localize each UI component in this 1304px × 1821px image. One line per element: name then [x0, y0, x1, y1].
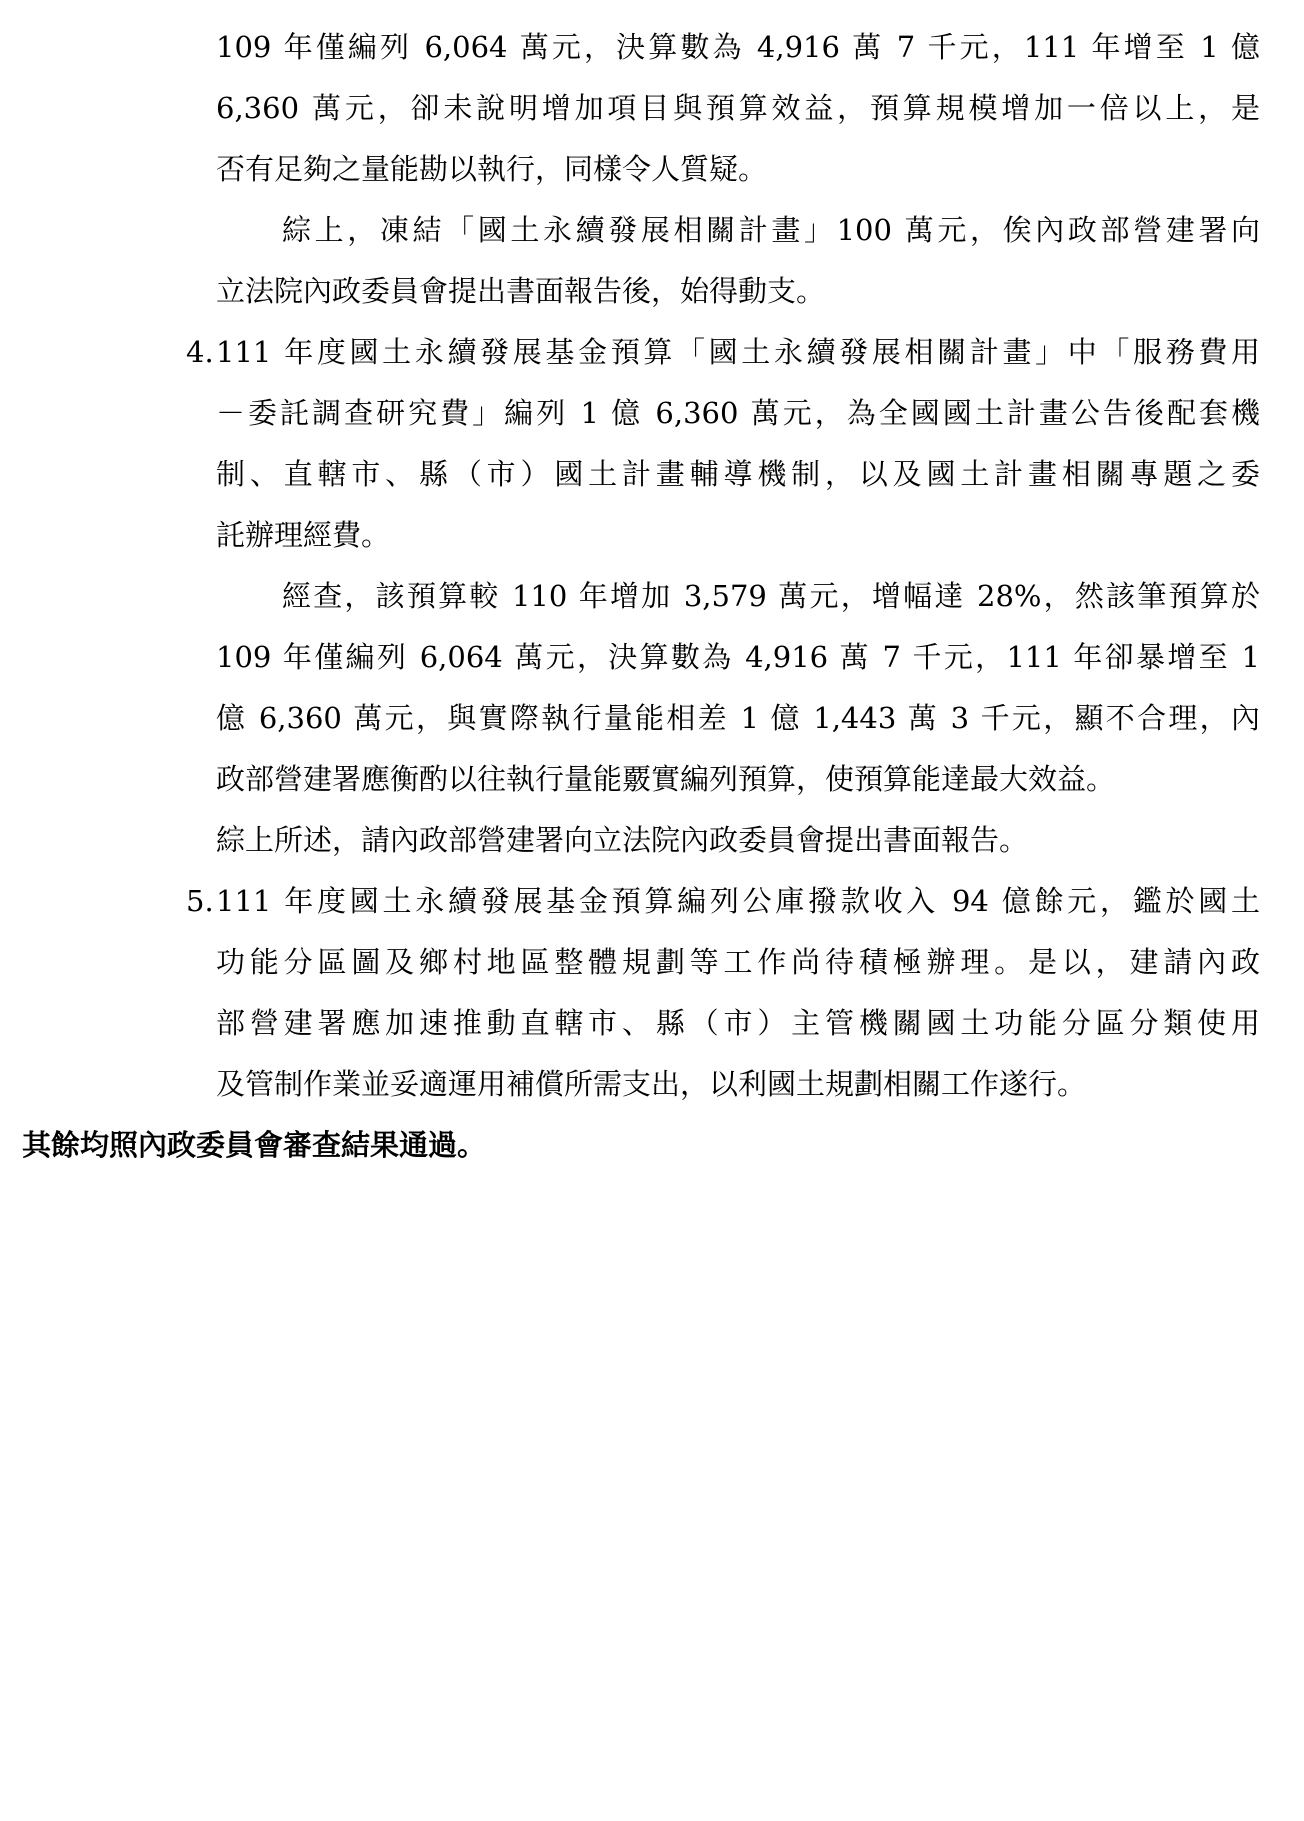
item4-line-1: 111 年度國土永續發展基金預算「國土永續發展相關計畫」中「服務費用	[216, 335, 1260, 369]
item4-line-3: 制、直轄市、縣（市）國土計畫輔導機制，以及國土計畫相關專題之委	[216, 457, 1260, 491]
section3-conclusion-line-1: 綜上，凍結「國土永續發展相關計畫」100 萬元，俟內政部營建署向	[282, 213, 1260, 247]
item5-line-2: 功能分區圖及鄉村地區整體規劃等工作尚待積極辦理。是以，建請內政	[216, 945, 1260, 979]
item4-review-line-4: 政部營建署應衡酌以往執行量能覈實編列預算，使預算能達最大效益。	[216, 762, 1116, 796]
item4-line-2: －委託調查研究費」編列 1 億 6,360 萬元，為全國國土計畫公告後配套機	[216, 396, 1260, 430]
item4-review-line-1: 經查，該預算較 110 年增加 3,579 萬元，增幅達 28%，然該筆預算於	[282, 579, 1260, 613]
item5-number: 5.	[186, 884, 214, 918]
section3-conclusion-line-2: 立法院內政委員會提出書面報告後，始得動支。	[216, 274, 826, 308]
item4-number: 4.	[186, 335, 214, 369]
item4-line-4: 託辦理經費。	[216, 518, 391, 552]
item5-line-3: 部營建署應加速推動直轄市、縣（市）主管機關國土功能分區分類使用	[216, 1006, 1260, 1040]
section3-line-1: 109 年僅編列 6,064 萬元，決算數為 4,916 萬 7 千元，111 年增至 1 億	[216, 30, 1260, 64]
item4-summary: 綜上所述，請內政部營建署向立法院內政委員會提出書面報告。	[216, 823, 1029, 857]
item5-line-4: 及管制作業並妥適運用補償所需支出，以利國土規劃相關工作遂行。	[216, 1067, 1087, 1101]
item5-line-1: 111 年度國土永續發展基金預算編列公庫撥款收入 94 億餘元，鑑於國土	[216, 884, 1260, 918]
section3-line-2: 6,360 萬元，卻未說明增加項目與預算效益，預算規模增加一倍以上，是	[216, 91, 1260, 125]
item4-review-line-2: 109 年僅編列 6,064 萬元，決算數為 4,916 萬 7 千元，111 年卻暴增至 1	[216, 640, 1260, 674]
item4-review-line-3: 億 6,360 萬元，與實際執行量能相差 1 億 1,443 萬 3 千元，顯不合理，內	[216, 701, 1260, 735]
closing-statement: 其餘均照內政委員會審查結果通過。	[22, 1128, 487, 1162]
section3-line-3: 否有足夠之量能勘以執行，同樣令人質疑。	[216, 152, 768, 186]
